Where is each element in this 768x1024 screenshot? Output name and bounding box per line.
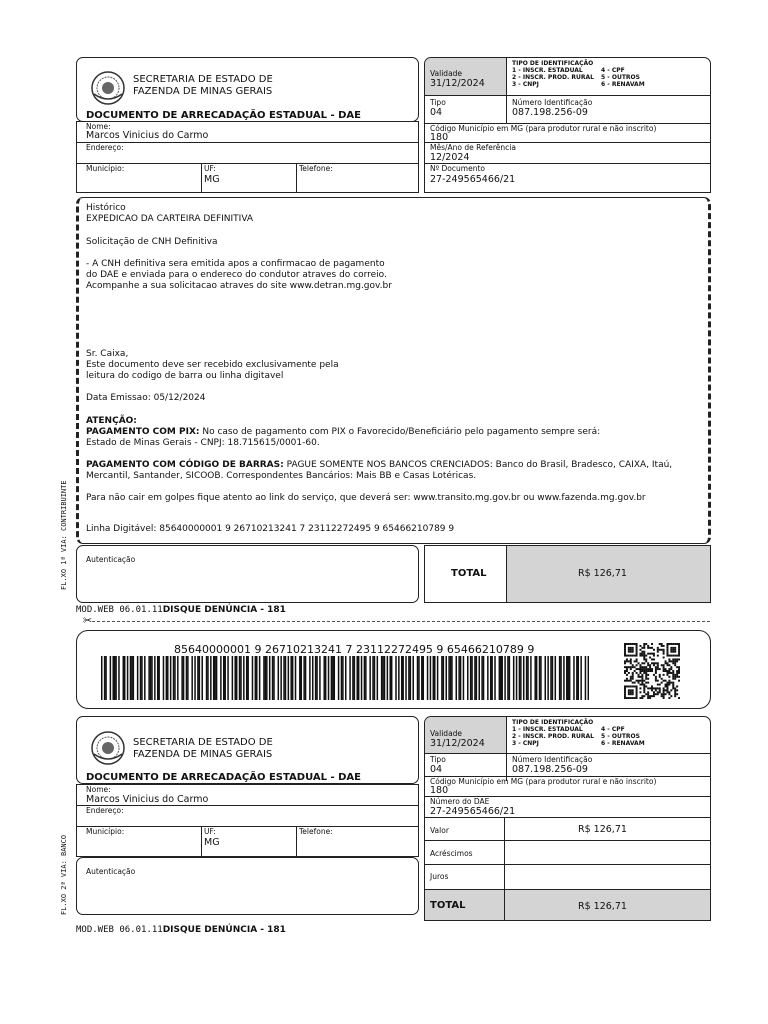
org-name-line2: FAZENDA DE MINAS GERAIS	[133, 86, 273, 97]
via2-autenticacao-box	[76, 857, 419, 915]
endereco-label: Endereço:	[86, 143, 124, 152]
via1-autenticacao-box	[76, 545, 419, 603]
pix-notice: PAGAMENTO COM PIX: No caso de pagamento com PIX o Favorecido/Beneficiário pelo pagamento sempre será:	[86, 427, 601, 437]
via2-mod-footer: MOD.WEB 06.01.11DISQUE DENÚNCIA - 181	[76, 925, 286, 935]
via1-mod-footer: MOD.WEB 06.01.11DISQUE DENÚNCIA - 181	[76, 605, 286, 615]
valor-label: Valor	[430, 826, 449, 835]
autenticacao-label: Autenticação	[86, 555, 136, 564]
org-name-line1: SECRETARIA DE ESTADO DE	[133, 74, 273, 85]
doc-title: DOCUMENTO DE ARRECADAÇÃO ESTADUAL - DAE	[86, 110, 362, 121]
numero-id-value: 087.198.256-09	[512, 107, 588, 118]
municipio-label: Município:	[86, 164, 125, 173]
golpes-notice: Para não cair em golpes fique atento ao link do serviço, que deverá ser: www.transito.mg.gov.br ou www.fazenda.mg.gov.br	[86, 493, 646, 503]
coat-of-arms-icon	[90, 70, 126, 106]
via1-side-label: FL.XO 1ª VIA: CONTRIBUINTE	[60, 480, 68, 590]
mes-ano-label: Mês/Ano de Referência	[430, 143, 516, 152]
codigo-municipio-value: 180	[430, 132, 449, 143]
uf-label: UF:	[204, 164, 216, 173]
acrescimos-label: Acréscimos	[430, 849, 473, 858]
tipo-label: Tipo	[430, 98, 446, 107]
total-label: TOTAL	[451, 568, 487, 579]
numero-dae-label: Número do DAE	[430, 797, 490, 806]
numero-dae-value: 27-249565466/21	[430, 806, 516, 817]
tipo-id-title: TIPO DE IDENTIFICAÇÃO	[512, 60, 594, 67]
numero-id-label: Número Identificação	[512, 98, 593, 107]
telefone-label: Telefone:	[299, 164, 333, 173]
nro-documento-value: 27-249565466/21	[430, 174, 516, 185]
nome-value: Marcos Vinicius do Carmo	[86, 130, 209, 141]
atencao-title: ATENÇÃO:	[86, 416, 137, 426]
validade-value: 31/12/2024	[430, 78, 485, 89]
nro-documento-label: Nº Documento	[430, 164, 485, 173]
tipo-value: 04	[430, 107, 443, 118]
codigo-municipio-label: Código Município em MG (para produtor rural e não inscrito)	[430, 124, 657, 133]
scissors-icon: ✂	[83, 614, 93, 627]
barras-notice: PAGAMENTO COM CÓDIGO DE BARRAS: PAGUE SOMENTE NOS BANCOS CRENCIADOS: Banco do Brasil, Bradesco, CAIXA, Itaú,	[86, 460, 673, 470]
coat-of-arms-icon	[90, 730, 126, 766]
linha-digitavel: Linha Digitável: 85640000001 9 26710213241 7 23112272495 9 65466210789 9	[86, 524, 455, 534]
uf-value: MG	[204, 174, 220, 185]
barcode	[101, 656, 589, 700]
barcode-digits: 85640000001 9 26710213241 7 23112272495 9 65466210789 9	[174, 643, 535, 656]
juros-label: Juros	[430, 872, 449, 881]
via2-side-label: FL.XO 2ª VIA: BANCO	[60, 834, 68, 915]
qr-code	[624, 643, 680, 699]
nome-label: Nome:	[86, 122, 111, 131]
total-value: R$ 126,71	[578, 568, 627, 579]
data-emissao: Data Emissao: 05/12/2024	[86, 393, 206, 403]
historico-title: Histórico	[86, 203, 126, 213]
valor-value: R$ 126,71	[578, 824, 627, 835]
validade-label: Validade	[430, 69, 463, 78]
cut-line	[92, 621, 710, 622]
mes-ano-value: 12/2024	[430, 152, 470, 163]
